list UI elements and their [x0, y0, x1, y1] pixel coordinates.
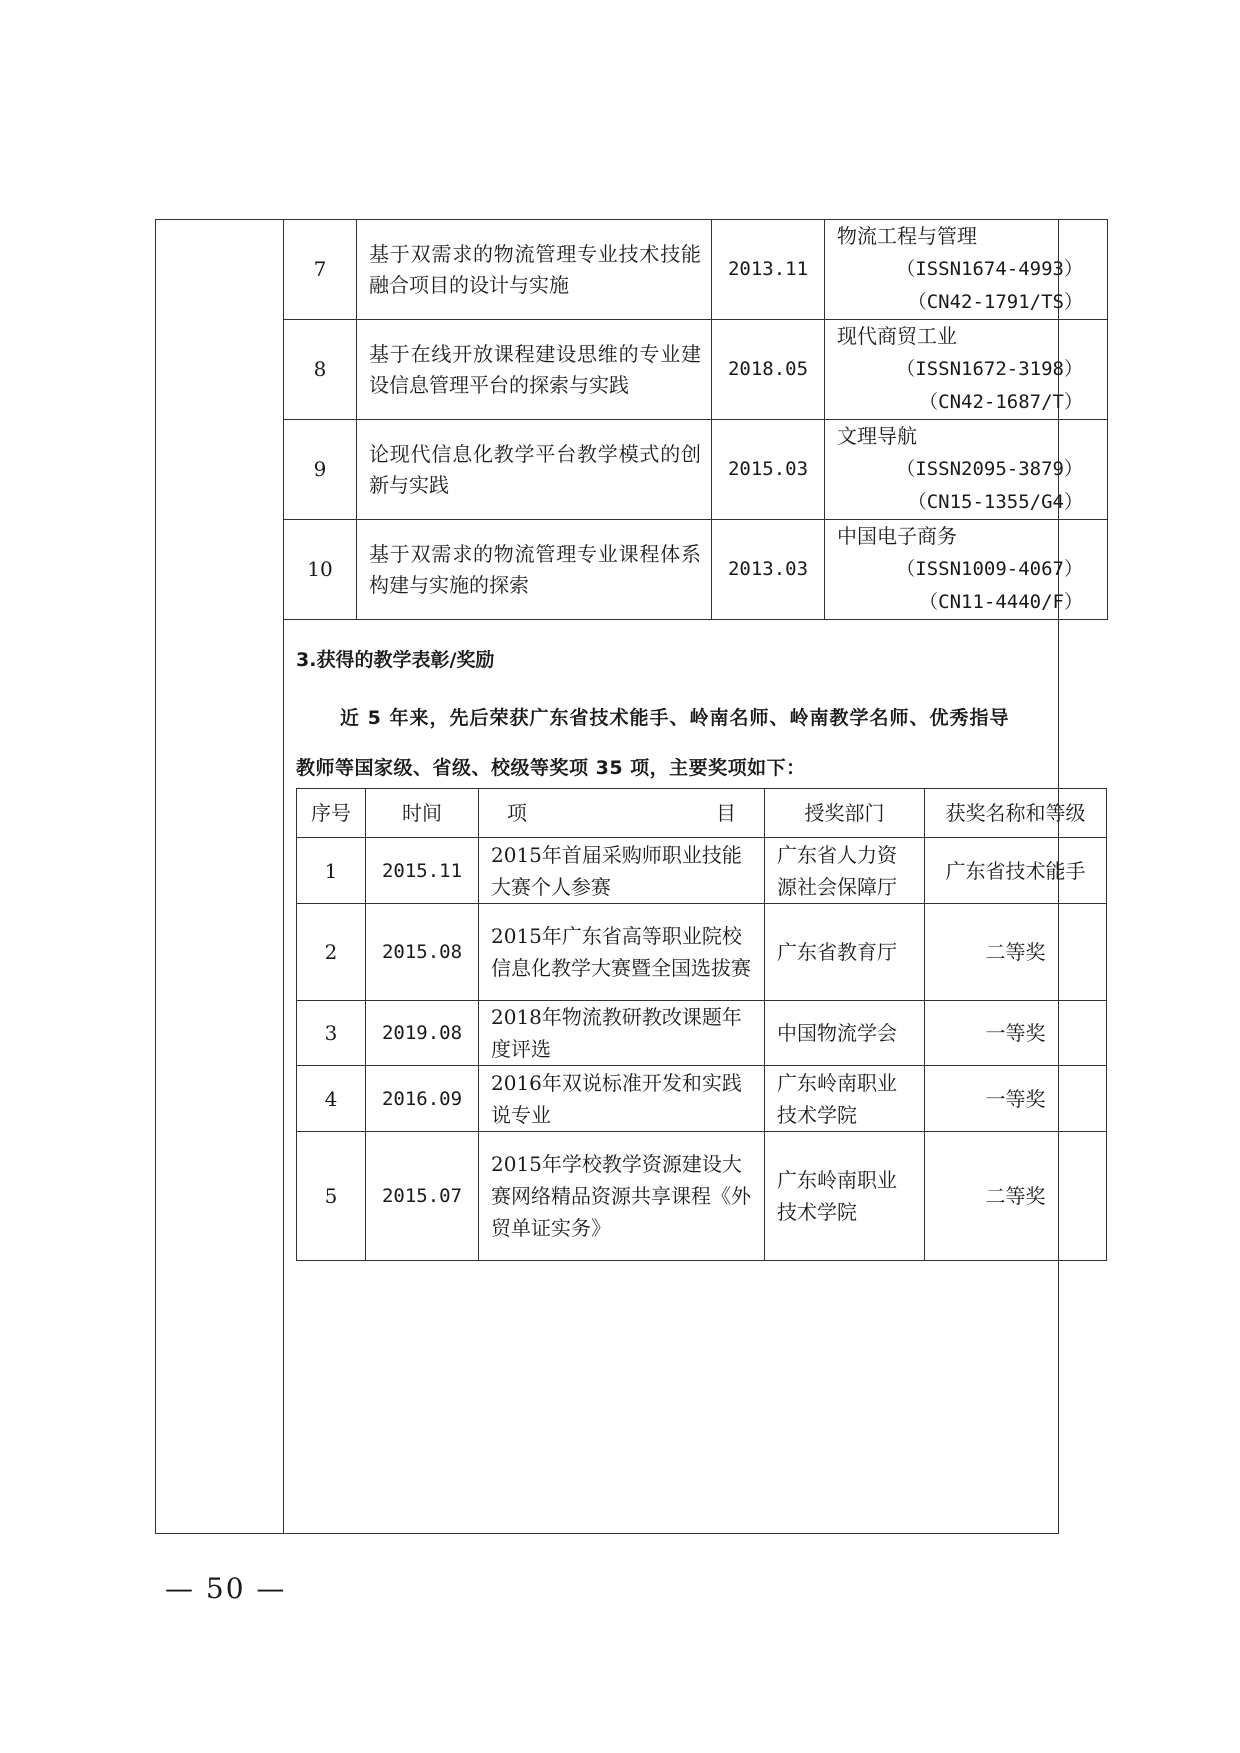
- header-department: 授奖部门: [765, 789, 925, 838]
- pub-journal: [825, 220, 1108, 320]
- journal-cn: （CN15-1355/G4）: [907, 491, 1083, 513]
- award-item: 2018年物流教研教改课题年度评选: [479, 1001, 765, 1066]
- award-number: 3: [297, 1001, 366, 1066]
- table-header-row: [297, 789, 1107, 838]
- journal-name: 中国电子商务: [837, 524, 957, 548]
- award-number: 1: [297, 838, 366, 904]
- award-time: 2019.08: [366, 1001, 479, 1066]
- pub-date: 2018.05: [712, 320, 825, 420]
- pub-number: 10: [284, 520, 357, 620]
- section-title: 3.获得的教学表彰/奖励: [296, 649, 495, 671]
- award-department: 广东省教育厅: [765, 904, 925, 1001]
- page-number: — 50 —: [165, 1572, 287, 1605]
- table-row: [297, 1066, 1107, 1132]
- award-item: 2015年学校教学资源建设大赛网络精品资源共享课程《外贸单证实务》: [479, 1132, 765, 1261]
- award-level: 一等奖: [925, 1066, 1107, 1132]
- pub-number: 9: [284, 420, 357, 520]
- pub-title: 基于双需求的物流管理专业课程体系构建与实施的探索: [357, 520, 712, 620]
- journal-name: 现代商贸工业: [837, 324, 957, 348]
- journal-issn: （ISSN1009-4067）: [896, 558, 1083, 580]
- header-number: 序号: [297, 789, 366, 838]
- journal-issn: （ISSN1674-4993）: [896, 258, 1083, 280]
- pub-title: 论现代信息化教学平台教学模式的创新与实践: [357, 420, 712, 520]
- journal-cn: （CN42-1791/TS）: [907, 291, 1083, 313]
- publications-table: [283, 219, 1108, 620]
- journal-name: 物流工程与管理: [837, 224, 977, 248]
- journal-name: 文理导航: [837, 424, 917, 448]
- table-row: [297, 1132, 1107, 1261]
- award-number: 2: [297, 904, 366, 1001]
- award-time: 2015.07: [366, 1132, 479, 1261]
- table-row: [297, 1001, 1107, 1066]
- award-level: 二等奖: [925, 904, 1107, 1001]
- award-item: 2015年广东省高等职业院校信息化教学大赛暨全国选拔赛: [479, 904, 765, 1001]
- pub-number: 7: [284, 220, 357, 320]
- award-level: 二等奖: [925, 1132, 1107, 1261]
- award-number: 4: [297, 1066, 366, 1132]
- pub-number: 8: [284, 320, 357, 420]
- pub-title: 基于在线开放课程建设思维的专业建设信息管理平台的探索与实践: [357, 320, 712, 420]
- table-row: [284, 420, 1108, 520]
- award-department: 广东省人力资源社会保障厅: [765, 838, 925, 904]
- awards-table: [296, 788, 1107, 1261]
- pub-date: 2013.11: [712, 220, 825, 320]
- pub-journal: [825, 420, 1108, 520]
- section-paragraph-line-1: 近 5 年来，先后荣获广东省技术能手、岭南名师、岭南教学名师、优秀指导: [340, 707, 1010, 729]
- table-row: [284, 220, 1108, 320]
- header-award: 获奖名称和等级: [925, 789, 1107, 838]
- pub-journal: [825, 320, 1108, 420]
- table-row: [297, 838, 1107, 904]
- award-level: 广东省技术能手: [925, 838, 1107, 904]
- award-item: 2016年双说标准开发和实践说专业: [479, 1066, 765, 1132]
- pub-date: 2013.03: [712, 520, 825, 620]
- award-department: 广东岭南职业技术学院: [765, 1132, 925, 1261]
- pub-date: 2015.03: [712, 420, 825, 520]
- journal-issn: （ISSN1672-3198）: [896, 358, 1083, 380]
- table-row: [297, 904, 1107, 1001]
- header-item: 项目: [479, 789, 765, 838]
- pub-title: 基于双需求的物流管理专业技术技能融合项目的设计与实施: [357, 220, 712, 320]
- award-department: 中国物流学会: [765, 1001, 925, 1066]
- award-time: 2015.11: [366, 838, 479, 904]
- journal-cn: （CN42-1687/T）: [919, 391, 1083, 413]
- header-time: 时间: [366, 789, 479, 838]
- journal-issn: （ISSN2095-3879）: [896, 458, 1083, 480]
- table-row: [284, 320, 1108, 420]
- form-left-column: [155, 219, 283, 1534]
- award-item: 2015年首届采购师职业技能大赛个人参赛: [479, 838, 765, 904]
- pub-journal: [825, 520, 1108, 620]
- award-time: 2015.08: [366, 904, 479, 1001]
- table-row: [284, 520, 1108, 620]
- award-department: 广东岭南职业技术学院: [765, 1066, 925, 1132]
- journal-cn: （CN11-4440/F）: [919, 591, 1083, 613]
- award-number: 5: [297, 1132, 366, 1261]
- section-paragraph-line-2: 教师等国家级、省级、校级等奖项 35 项，主要奖项如下：: [296, 757, 806, 779]
- award-level: 一等奖: [925, 1001, 1107, 1066]
- award-time: 2016.09: [366, 1066, 479, 1132]
